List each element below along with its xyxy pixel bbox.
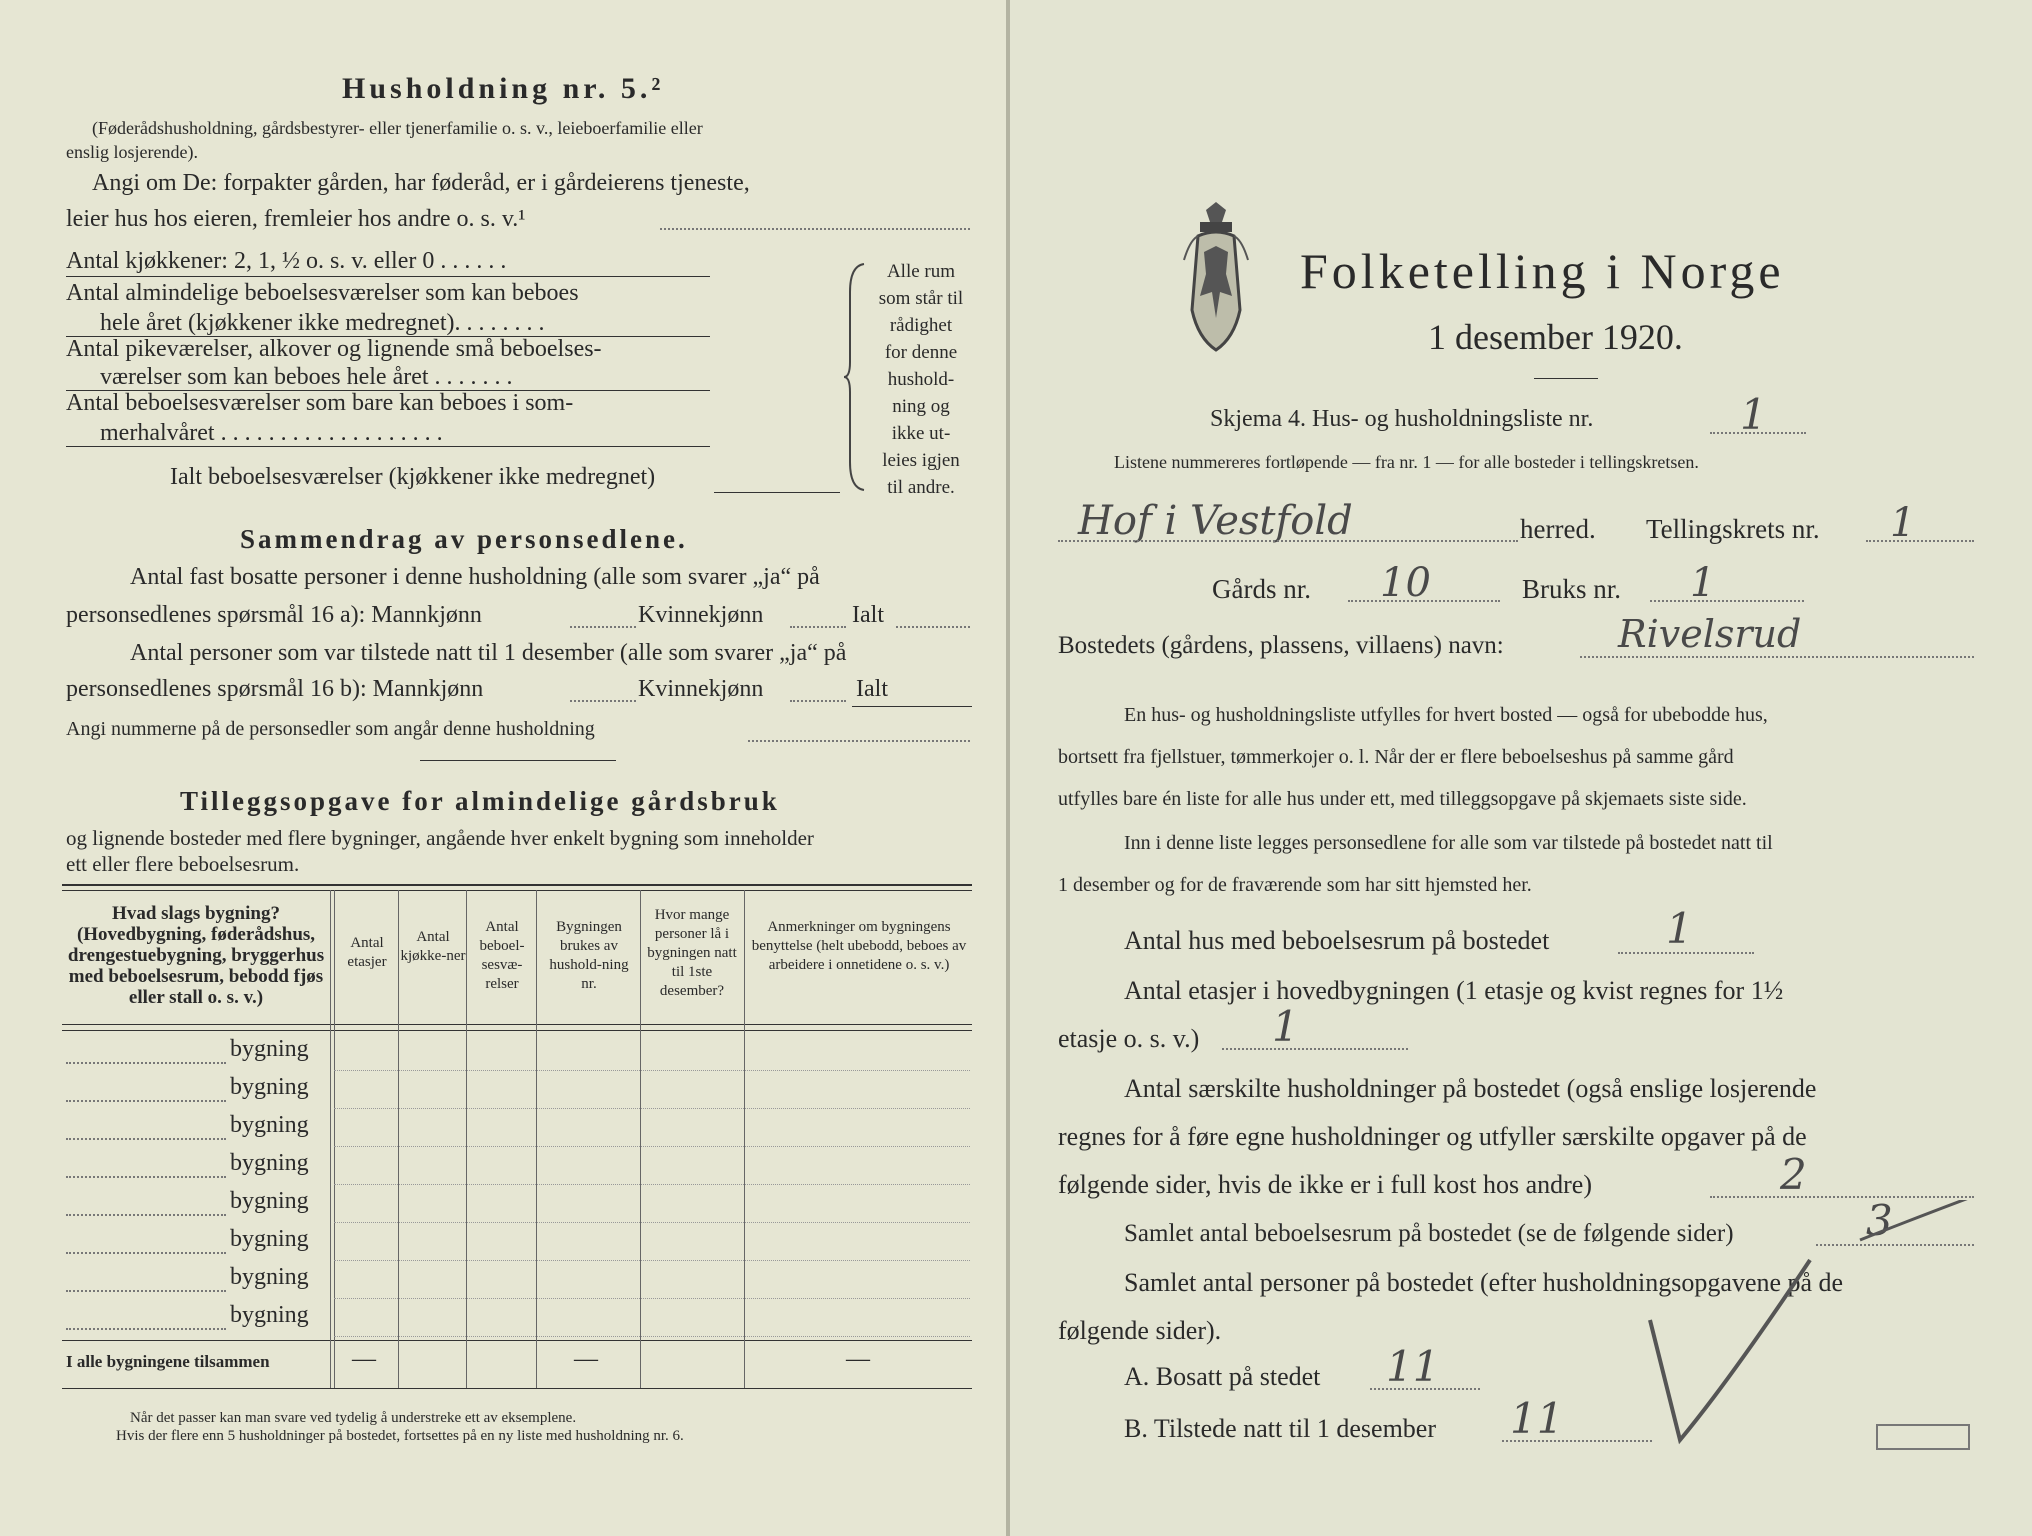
krets-fill: [1866, 540, 1974, 542]
census-title: Folketelling i Norge: [1300, 243, 1785, 299]
tilstede-value: 11: [1510, 1394, 1564, 1443]
gards-label: Gårds nr.: [1212, 574, 1311, 604]
table-header-rule: [62, 1024, 972, 1025]
sommer-line-2: merhalvåret . . . . . . . . . . . . . . . . . . .: [100, 420, 443, 446]
samlet-pers-line-2: følgende sider).: [1058, 1316, 1222, 1345]
summary-title: Sammendrag av personsedlene.: [240, 524, 688, 554]
total-dash: —: [846, 1346, 870, 1372]
col-divider: [744, 890, 745, 1388]
herred-value: Hof i Vestfold: [1078, 498, 1353, 544]
instr-1a: En hus- og husholdningsliste utfylles for hvert bosted — også for ubebodde hus,: [1124, 704, 1768, 726]
krets-label: Tellingskrets nr.: [1646, 514, 1820, 544]
th-building: Hvad slags bygning? (Hovedbygning, føderådshus, drengestuebygning, bryggerhus med beboelsesrum, bebodd fjøs eller stall o. s. v.): [67, 903, 325, 1008]
kvinne-fill: [790, 700, 846, 702]
sarsk-line-3: følgende sider, hvis de ikke er i full kost hos andre): [1058, 1170, 1592, 1199]
tillegg-line-1: og lignende bosteder med flere bygninger, angående hver enkelt bygning som inneholder: [66, 826, 814, 850]
th-rooms: Antal beboel-sesvæ-relser: [479, 919, 525, 992]
th-floors: Antal etasjer: [347, 935, 387, 970]
instr-1c: utfylles bare én liste for alle hus under ett, med tilleggsopgave på skjemaets siste side.: [1058, 788, 1747, 810]
mann-fill: [570, 626, 636, 628]
alm-line-1: Antal almindelige beboelsesværelser som kan beboes: [66, 280, 579, 306]
table-row: [334, 1336, 970, 1337]
mann-fill: [570, 700, 636, 702]
total-dash: —: [574, 1346, 598, 1372]
col-divider: [640, 890, 641, 1388]
sarsk-fill: [1710, 1196, 1974, 1198]
col-divider: [398, 890, 399, 1388]
col-divider: [466, 890, 467, 1388]
rule: [852, 706, 972, 707]
table-bottom-rule: [62, 1388, 972, 1389]
table-row-label: bygning: [230, 1150, 309, 1176]
summary-line-3: Antal personer som var tilstede natt til 1 desember (alle som svarer „ja“ på: [130, 640, 847, 666]
divider: [1534, 378, 1598, 379]
hus-label: Antal hus med beboelsesrum på bostedet: [1124, 926, 1550, 955]
table-row-fill: [66, 1290, 226, 1292]
kjokken-line: Antal kjøkkener: 2, 1, ½ o. s. v. eller 0 . . . . . .: [66, 248, 507, 274]
bosatt-value: 11: [1386, 1342, 1440, 1391]
table-row: [334, 1222, 970, 1223]
col-divider: [334, 890, 335, 1388]
summary-line-2: personsedlenes spørsmål 16 a): Mannkjønn: [66, 602, 482, 628]
brace-note-line: rådighet: [889, 315, 953, 336]
brace-note-line: til andre.: [887, 477, 955, 498]
instr-2a: Inn i denne liste legges personsedlene for alle som var tilstede på bostedet natt til: [1124, 832, 1773, 854]
th-remarks: Anmerkninger om bygningens benyttelse (helt ubebodd, beboes av arbeidere i onnetidene o. s. v.): [751, 919, 967, 973]
summary-line-1: Antal fast bosatte personer i denne husholdning (alle som svarer „ja“ på: [130, 564, 820, 590]
bosted-label: Bostedets (gårdens, plassens, villaens) navn:: [1058, 632, 1504, 659]
sarsk-line-2: regnes for å føre egne husholdninger og utfyller særskilte opgaver på de: [1058, 1122, 1807, 1151]
table-row-fill: [66, 1252, 226, 1254]
rule: [66, 276, 710, 277]
kvinne-label: Kvinnekjønn: [638, 676, 764, 702]
brace-note-line: som står til: [878, 288, 964, 309]
instr-2b: 1 desember og for de fraværende som har sitt hjemsted her.: [1058, 874, 1532, 896]
ialt-label: Ialt: [856, 676, 888, 702]
total-dash: —: [352, 1346, 376, 1372]
table-row: [334, 1298, 970, 1299]
th-household: Bygningen brukes av hushold-ning nr.: [549, 919, 629, 992]
intro-line-2: enslig losjerende).: [66, 142, 198, 162]
bosatt-label: A. Bosatt på stedet: [1124, 1362, 1321, 1391]
hus-value: 1: [1666, 904, 1693, 953]
brace-note-line: Alle rum: [886, 261, 956, 282]
samlet-rum-value: 3: [1866, 1196, 1893, 1245]
table-row-fill: [66, 1214, 226, 1216]
table-row-fill: [66, 1328, 226, 1330]
instr-1b: bortsett fra fjellstuer, tømmerkojer o. l. Når der er flere beboelseshus på samme gård: [1058, 746, 1734, 768]
ialt-label: Ialt: [852, 602, 884, 628]
table-row-label: bygning: [230, 1036, 309, 1062]
bruks-value: 1: [1690, 560, 1716, 606]
listene-line: Listene nummereres fortløpende — fra nr. 1 — for alle bosteder i tellingskretsen.: [1114, 452, 1699, 472]
col-divider: [536, 890, 537, 1388]
table-header-rule: [62, 1030, 972, 1031]
etasjer-line-2: etasje o. s. v.): [1058, 1024, 1200, 1053]
brace-note-line: hushold-: [887, 369, 955, 390]
census-date: 1 desember 1920.: [1428, 317, 1683, 357]
angi-line-1: Angi om De: forpakter gården, har føderåd, er i gårdeierens tjeneste,: [92, 170, 750, 196]
table-row: [334, 1070, 970, 1071]
alm-line-2: hele året (kjøkkener ikke medregnet). . . . . . . .: [100, 310, 545, 336]
th-persons: Hvor mange personer lå i bygningen natt til 1ste desember?: [647, 907, 737, 999]
tilstede-label: B. Tilstede natt til 1 desember: [1124, 1414, 1436, 1443]
left-page: [0, 0, 1008, 1536]
table-row-label: bygning: [230, 1264, 309, 1290]
rule: [66, 446, 710, 447]
table-row: [334, 1108, 970, 1109]
pike-line-2: værelser som kan beboes hele året . . . . . . .: [100, 364, 513, 390]
printer-stamp: [1876, 1424, 1970, 1450]
brace-note: [866, 258, 976, 501]
table-row-label: bygning: [230, 1112, 309, 1138]
sarsk-line-1: Antal særskilte husholdninger på bostedet (også enslige losjerende: [1124, 1074, 1817, 1103]
right-page: [1010, 0, 2032, 1536]
brace-note-line: ikke ut-: [891, 423, 951, 444]
table-row-fill: [66, 1100, 226, 1102]
nummerene-line: Angi nummerne på de personsedler som angår denne husholdning: [66, 718, 595, 740]
table-row-label: bygning: [230, 1188, 309, 1214]
tillegg-title: Tilleggsopgave for almindelige gårdsbruk: [180, 786, 780, 816]
col-divider: [330, 890, 331, 1388]
krets-value: 1: [1890, 500, 1916, 546]
household-title: Husholdning nr. 5.²: [342, 72, 665, 105]
table-total-rule: [62, 1340, 972, 1341]
etasjer-line-1: Antal etasjer i hovedbygningen (1 etasje og kvist regnes for 1½: [1124, 976, 1784, 1005]
etasjer-value: 1: [1272, 1002, 1299, 1051]
samlet-rum-label: Samlet antal beboelsesrum på bostedet (se de følgende sider): [1124, 1220, 1734, 1247]
bosted-fill: [1580, 656, 1974, 658]
ialt-fill: [896, 626, 970, 628]
pike-line-1: Antal pikeværelser, alkover og lignende små beboelses-: [66, 336, 602, 362]
footnote-2: Hvis der flere enn 5 husholdninger på bostedet, fortsettes på en ny liste med husholdning nr. 6.: [116, 1428, 684, 1444]
summary-line-4: personsedlenes spørsmål 16 b): Mannkjønn: [66, 676, 484, 702]
table-row: [334, 1184, 970, 1185]
herred-label: herred.: [1520, 514, 1596, 544]
total-label: I alle bygningene tilsammen: [66, 1352, 270, 1371]
sommer-line-1: Antal beboelsesværelser som bare kan beboes i som-: [66, 390, 574, 416]
ialt-line: Ialt beboelsesværelser (kjøkkener ikke medregnet): [170, 464, 656, 490]
th-kitchens: Antal kjøkke-ner: [400, 929, 466, 964]
rule: [714, 492, 840, 493]
table-row-label: bygning: [230, 1226, 309, 1252]
samlet-pers-line-1: Samlet antal personer på bostedet (efter husholdningsopgavene på de: [1124, 1268, 1844, 1297]
brace-note-line: for denne: [884, 342, 958, 363]
list-number-value: 1: [1740, 390, 1767, 439]
kvinne-label: Kvinnekjønn: [638, 602, 764, 628]
bruks-label: Bruks nr.: [1522, 574, 1622, 604]
nummerene-fill: [748, 740, 970, 742]
herred-fill: [1058, 540, 1518, 542]
skjema-label: Skjema 4. Hus- og husholdningsliste nr.: [1210, 406, 1594, 432]
angi-fill: [660, 228, 970, 230]
brace-note-line: leies igjen: [882, 450, 960, 471]
brace-note-line: ning og: [892, 396, 950, 417]
check-mark-icon: [1610, 1200, 2010, 1450]
divider: [420, 760, 616, 761]
table-row-label: bygning: [230, 1302, 309, 1328]
bosted-value: Rivelsrud: [1618, 612, 1802, 656]
table-row: [334, 1146, 970, 1147]
intro-line-1: (Føderådshusholdning, gårdsbestyrer- eller tjenerfamilie o. s. v., leieboerfamilie eller: [92, 118, 703, 138]
sarsk-value: 2: [1780, 1150, 1807, 1199]
table-row-fill: [66, 1138, 226, 1140]
tillegg-line-2: ett eller flere beboelsesrum.: [66, 852, 300, 876]
table-row-fill: [66, 1062, 226, 1064]
table-top-rule: [62, 884, 972, 886]
footnote-1: Når det passer kan man svare ved tydelig å understreke ett av eksemplene.: [130, 1410, 577, 1426]
table-top-rule: [62, 890, 972, 891]
gards-value: 10: [1380, 560, 1431, 606]
etasjer-fill: [1222, 1048, 1408, 1050]
table-row-label: bygning: [230, 1074, 309, 1100]
table-row-fill: [66, 1176, 226, 1178]
bruks-fill: [1650, 600, 1804, 602]
kvinne-fill: [790, 626, 846, 628]
coat-of-arms-icon: [1176, 200, 1256, 354]
table-row: [334, 1260, 970, 1261]
angi-line-2: leier hus hos eieren, fremleier hos andre o. s. v.¹: [66, 206, 526, 232]
